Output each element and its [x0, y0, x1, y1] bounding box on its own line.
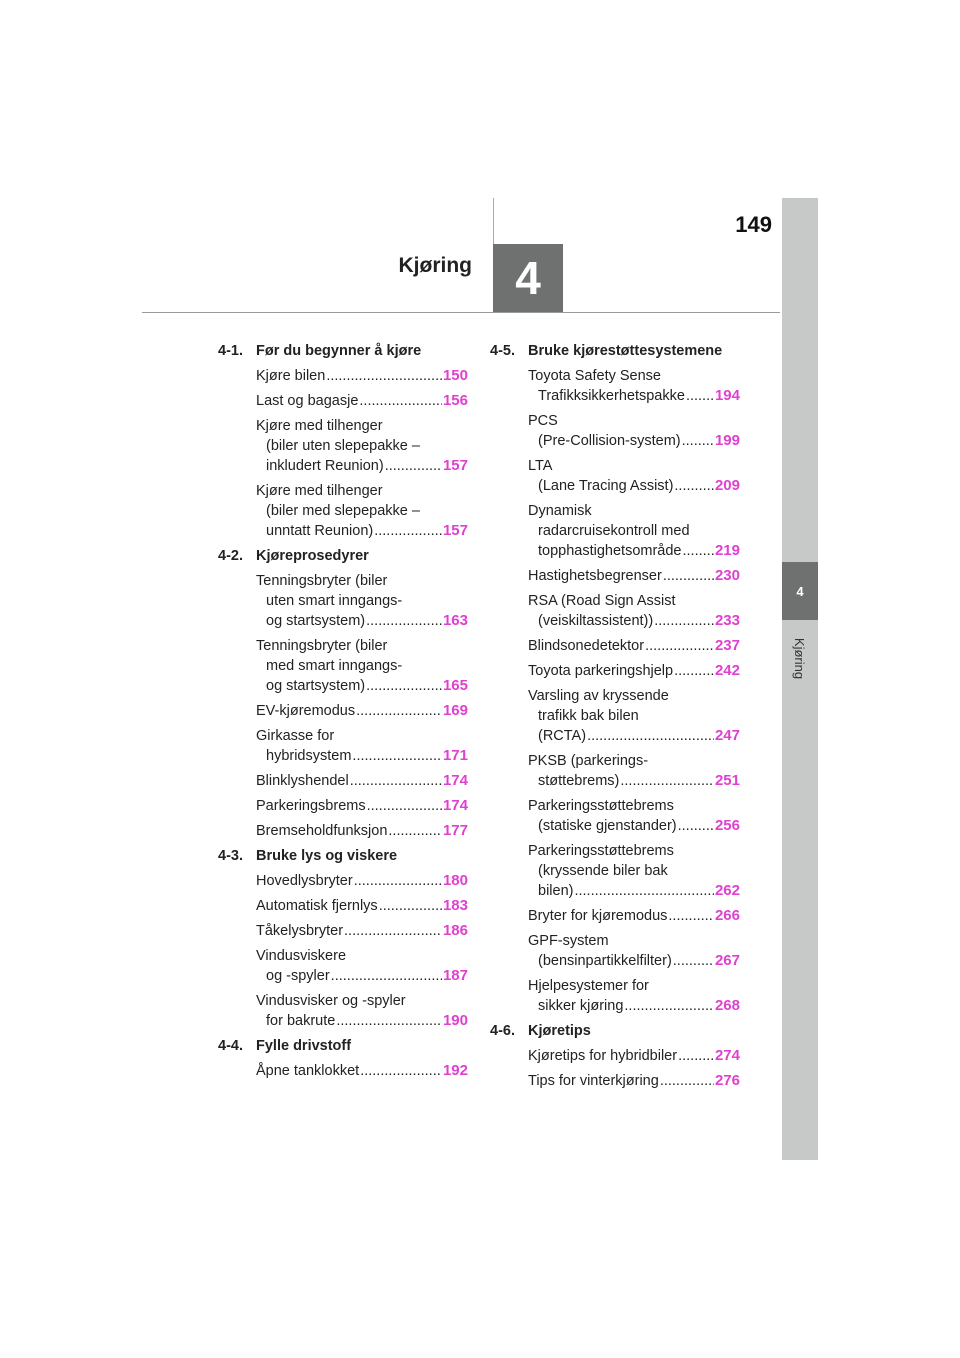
toc-entry-line — [256, 966, 468, 986]
toc-entry[interactable] — [490, 906, 740, 926]
section-number: 4-5. — [490, 343, 515, 359]
toc-entry-text: (biler uten slepepakke – — [266, 438, 420, 454]
toc-entry-text: sikker kjøring — [538, 998, 624, 1014]
toc-entry-line — [256, 521, 468, 541]
dot-leader — [574, 881, 714, 901]
dot-leader — [366, 611, 442, 631]
toc-entry[interactable] — [490, 796, 740, 836]
toc-entry[interactable] — [218, 1061, 468, 1081]
toc-page-link[interactable]: 180 — [442, 872, 468, 889]
toc-entry[interactable] — [218, 991, 468, 1031]
dot-leader — [663, 566, 714, 586]
toc-entry[interactable] — [490, 636, 740, 656]
toc-entry-line — [528, 636, 740, 656]
chapter-number-box — [493, 244, 563, 312]
toc-entry-text: unntatt Reunion) — [266, 523, 374, 539]
toc-entry-line — [256, 391, 468, 411]
toc-entry-line — [528, 661, 740, 681]
toc-page-link[interactable]: 150 — [442, 367, 468, 384]
dot-leader — [587, 726, 714, 746]
toc-entry-line — [256, 366, 468, 386]
toc-entry[interactable] — [490, 931, 740, 971]
toc-section-heading — [490, 1021, 740, 1041]
section-number: 4-1. — [218, 343, 243, 359]
dot-leader — [344, 921, 442, 941]
toc-entry[interactable] — [218, 481, 468, 541]
toc-entry-text: Vindusvisker og -spyler — [256, 993, 406, 1009]
section-title: Kjøretips — [528, 1023, 591, 1039]
toc-column-right — [490, 341, 740, 1096]
dot-leader — [352, 746, 442, 766]
toc-page-link[interactable]: 192 — [442, 1062, 468, 1079]
toc-entry-line — [256, 701, 468, 721]
toc-entry[interactable] — [490, 686, 740, 746]
toc-entry-line — [256, 796, 468, 816]
toc-entry[interactable] — [218, 701, 468, 721]
toc-entry[interactable] — [490, 1046, 740, 1066]
toc-entry-line — [256, 746, 468, 766]
toc-entry[interactable] — [490, 1071, 740, 1091]
toc-entry-line — [256, 771, 468, 791]
toc-entry-text: Blinklyshendel — [256, 773, 349, 789]
toc-page-link[interactable]: 251 — [714, 772, 740, 789]
toc-entry-text: (Pre-Collision-system) — [538, 433, 681, 449]
side-chapter-tab[interactable] — [782, 562, 818, 620]
toc-entry-text: bilen) — [538, 883, 574, 899]
toc-page-link[interactable]: 163 — [442, 612, 468, 629]
toc-entry[interactable] — [490, 566, 740, 586]
section-number: 4-2. — [218, 548, 243, 564]
page-number: 149 — [735, 212, 772, 237]
toc-entry-text: og -spyler — [266, 968, 330, 984]
section-title: Bruke kjørestøttesystemene — [528, 343, 723, 359]
toc-entry[interactable] — [218, 571, 468, 631]
toc-column-left — [218, 341, 468, 1086]
dot-leader — [388, 821, 442, 841]
toc-entry-text: Hastighetsbegrenser — [528, 568, 662, 584]
toc-section-heading — [490, 341, 740, 361]
toc-entry-text: Toyota Safety Sense — [528, 368, 661, 384]
toc-section-heading — [218, 846, 468, 866]
section-number: 4-4. — [218, 1038, 243, 1054]
toc-entry-text: Parkeringsstøttebrems — [528, 843, 674, 859]
toc-entry-text: Girkasse for — [256, 728, 335, 744]
toc-entry-line — [256, 611, 468, 631]
dot-leader — [385, 456, 442, 476]
toc-entry-text: PCS — [528, 413, 558, 429]
toc-entry[interactable] — [218, 416, 468, 476]
toc-entry-text: RSA (Road Sign Assist — [528, 593, 676, 609]
toc-entry[interactable] — [490, 751, 740, 791]
chapter-number: 4 — [515, 252, 541, 304]
toc-entry-text: Vindusviskere — [256, 948, 347, 964]
toc-entry-line — [256, 821, 468, 841]
toc-page-link[interactable]: 276 — [714, 1072, 740, 1089]
dot-leader — [360, 1061, 442, 1081]
toc-entry[interactable] — [490, 591, 740, 631]
toc-page-link[interactable]: 186 — [442, 922, 468, 939]
toc-entry[interactable] — [218, 946, 468, 986]
toc-entry[interactable] — [218, 636, 468, 696]
toc-entry-line — [528, 386, 740, 406]
toc-entry-text: Toyota parkeringshjelp — [528, 663, 674, 679]
toc-page-link[interactable]: 174 — [442, 797, 468, 814]
toc-entry-text: Parkeringsstøttebrems — [528, 798, 674, 814]
dot-leader — [686, 386, 714, 406]
toc-entry-line — [528, 726, 740, 746]
toc-page-link[interactable]: 256 — [714, 817, 740, 834]
toc-entry-text: Bremseholdfunksjon — [256, 823, 388, 839]
toc-entry-line — [528, 1046, 740, 1066]
header-divider — [142, 312, 780, 313]
toc-entry-line — [528, 881, 740, 901]
toc-entry-text: hybridsystem — [266, 748, 352, 764]
toc-entry-text: (biler med slepepakke – — [266, 503, 420, 519]
side-label-text: Kjøring — [792, 637, 808, 679]
header-vertical-divider — [493, 198, 494, 244]
toc-entry-line — [528, 541, 740, 561]
section-number: 4-6. — [490, 1023, 515, 1039]
side-chapter-label — [784, 628, 816, 688]
toc-page-link[interactable]: 237 — [714, 637, 740, 654]
toc-entry-text: topphastighetsområde — [538, 543, 682, 559]
dot-leader — [668, 906, 714, 926]
toc-entry[interactable] — [218, 821, 468, 841]
side-tab-number: 4 — [796, 583, 804, 599]
toc-entry-line — [528, 996, 740, 1016]
toc-entry-text: (RCTA) — [538, 728, 587, 744]
toc-entry-text: Last og bagasje — [256, 393, 359, 409]
toc-entry-line — [528, 566, 740, 586]
toc-section-heading — [218, 546, 468, 566]
toc-page-link[interactable]: 194 — [714, 387, 740, 404]
toc-page-link[interactable]: 169 — [442, 702, 468, 719]
toc-entry-text: Blindsonedetektor — [528, 638, 645, 654]
toc-entry[interactable] — [218, 726, 468, 766]
toc-entry-text: PKSB (parkerings- — [528, 753, 649, 769]
toc-page-link[interactable]: 165 — [442, 677, 468, 694]
dot-leader — [683, 541, 714, 561]
toc-section-heading — [218, 341, 468, 361]
toc-entry[interactable] — [218, 871, 468, 891]
toc-entry-text: Kjøre med tilhenger — [256, 418, 383, 434]
dot-leader — [673, 951, 714, 971]
toc-entry[interactable] — [490, 841, 740, 901]
dot-leader — [654, 611, 714, 631]
toc-entry[interactable] — [490, 411, 740, 451]
dot-leader — [620, 771, 714, 791]
toc-entry-line — [256, 921, 468, 941]
toc-entry-text: Tips for vinterkjøring — [528, 1073, 659, 1089]
toc-entry-text: EV-kjøremodus — [256, 703, 356, 719]
toc-entry-line — [528, 611, 740, 631]
section-number: 4-3. — [218, 848, 243, 864]
section-title: Bruke lys og viskere — [256, 848, 398, 864]
toc-entry-line — [256, 1011, 468, 1031]
dot-leader — [678, 816, 714, 836]
toc-entry-text: (veiskiltassistent)) — [538, 613, 654, 629]
toc-entry-text: Tenningsbryter (biler — [256, 573, 388, 589]
toc-page-link[interactable]: 183 — [442, 897, 468, 914]
toc-entry-line — [528, 906, 740, 926]
dot-leader — [367, 796, 442, 816]
toc-page-link[interactable]: 262 — [714, 882, 740, 899]
toc-page-link[interactable]: 174 — [442, 772, 468, 789]
dot-leader — [674, 476, 714, 496]
dot-leader — [379, 896, 442, 916]
toc-page-link[interactable]: 266 — [714, 907, 740, 924]
dot-leader — [674, 661, 714, 681]
toc-entry-line — [256, 456, 468, 476]
toc-entry-line — [256, 896, 468, 916]
toc-entry-text: Hjelpesystemer for — [528, 978, 649, 994]
toc-entry-text: Hovedlysbryter — [256, 873, 353, 889]
toc-entry-text: Kjøretips for hybridbiler — [528, 1048, 678, 1064]
dot-leader — [660, 1071, 714, 1091]
toc-entry-line — [256, 871, 468, 891]
section-title: Fylle drivstoff — [256, 1038, 352, 1054]
section-title: Før du begynner å kjøre — [256, 343, 422, 359]
dot-leader — [374, 521, 442, 541]
dot-leader — [366, 676, 442, 696]
dot-leader — [682, 431, 714, 451]
toc-entry-text: og startsystem) — [266, 678, 366, 694]
toc-entry[interactable] — [218, 896, 468, 916]
dot-leader — [356, 701, 442, 721]
toc-entry-text: trafikk bak bilen — [538, 708, 639, 724]
toc-entry-text: uten smart inngangs- — [266, 593, 403, 609]
toc-page-link[interactable]: 177 — [442, 822, 468, 839]
toc-page-link[interactable]: 233 — [714, 612, 740, 629]
toc-page-link[interactable]: 209 — [714, 477, 740, 494]
toc-page-link[interactable]: 157 — [442, 457, 468, 474]
toc-entry-text: Dynamisk — [528, 503, 592, 519]
toc-entry-text: Kjøre bilen — [256, 368, 326, 384]
toc-page-link[interactable]: 219 — [714, 542, 740, 559]
toc-entry-text: Tåkelysbryter — [256, 923, 344, 939]
toc-entry-text: Åpne tanklokket — [256, 1063, 360, 1079]
dot-leader — [336, 1011, 442, 1031]
toc-entry[interactable] — [218, 391, 468, 411]
toc-entry[interactable] — [490, 501, 740, 561]
toc-section-heading — [218, 1036, 468, 1056]
dot-leader — [645, 636, 714, 656]
toc-page-link[interactable]: 199 — [714, 432, 740, 449]
toc-entry[interactable] — [490, 366, 740, 406]
toc-page-link[interactable]: 242 — [714, 662, 740, 679]
section-title: Kjøreprosedyrer — [256, 548, 369, 564]
toc-entry-line — [528, 771, 740, 791]
dot-leader — [331, 966, 442, 986]
toc-entry-text: LTA — [528, 458, 553, 474]
dot-leader — [678, 1046, 714, 1066]
toc-entry-text: for bakrute — [266, 1013, 336, 1029]
toc-entry-text: Tenningsbryter (biler — [256, 638, 388, 654]
toc-entry-text: (kryssende biler bak — [538, 863, 668, 879]
dot-leader — [624, 996, 714, 1016]
dot-leader — [359, 391, 442, 411]
toc-entry[interactable] — [218, 796, 468, 816]
toc-entry[interactable] — [490, 456, 740, 496]
toc-page-link[interactable]: 230 — [714, 567, 740, 584]
toc-entry[interactable] — [490, 661, 740, 681]
toc-entry-line — [528, 816, 740, 836]
toc-entry-text: inkludert Reunion) — [266, 458, 384, 474]
toc-entry-line — [528, 431, 740, 451]
toc-entry-line — [528, 1071, 740, 1091]
toc-entry-text: Trafikksikkerhetspakke — [538, 388, 685, 404]
toc-entry-text: (bensinpartikkelfilter) — [538, 953, 672, 969]
chapter-title: Kjøring — [398, 254, 472, 277]
toc-entry-text: og startsystem) — [266, 613, 366, 629]
toc-entry[interactable] — [218, 771, 468, 791]
toc-entry-line — [256, 1061, 468, 1081]
toc-entry-text: GPF-system — [528, 933, 609, 949]
toc-entry[interactable] — [218, 921, 468, 941]
dot-leader — [354, 871, 442, 891]
toc-entry-text: Bryter for kjøremodus — [528, 908, 668, 924]
toc-entry-line — [528, 951, 740, 971]
toc-page-link[interactable]: 190 — [442, 1012, 468, 1029]
dot-leader — [350, 771, 442, 791]
toc-page-link[interactable]: 274 — [714, 1047, 740, 1064]
toc-entry-text: støttebrems) — [538, 773, 620, 789]
toc-page-link[interactable]: 247 — [714, 727, 740, 744]
toc-page-link[interactable]: 156 — [442, 392, 468, 409]
toc-entry-text: Parkeringsbrems — [256, 798, 366, 814]
toc-entry-text: radarcruisekontroll med — [538, 523, 690, 539]
toc-entry-text: med smart inngangs- — [266, 658, 403, 674]
toc-page-link[interactable]: 267 — [714, 952, 740, 969]
toc-page-link[interactable]: 171 — [442, 747, 468, 764]
toc-page-link[interactable]: 157 — [442, 522, 468, 539]
toc-page-link[interactable]: 187 — [442, 967, 468, 984]
toc-entry-text: (Lane Tracing Assist) — [538, 478, 674, 494]
toc-entry[interactable] — [490, 976, 740, 1016]
dot-leader — [326, 366, 442, 386]
toc-entry-text: Kjøre med tilhenger — [256, 483, 383, 499]
toc-entry-text: Automatisk fjernlys — [256, 898, 378, 914]
toc-entry-line — [528, 476, 740, 496]
toc-entry-line — [256, 676, 468, 696]
toc-page-link[interactable]: 268 — [714, 997, 740, 1014]
toc-entry-text: (statiske gjenstander) — [538, 818, 677, 834]
toc-entry[interactable] — [218, 366, 468, 386]
toc-entry-text: Varsling av kryssende — [528, 688, 669, 704]
